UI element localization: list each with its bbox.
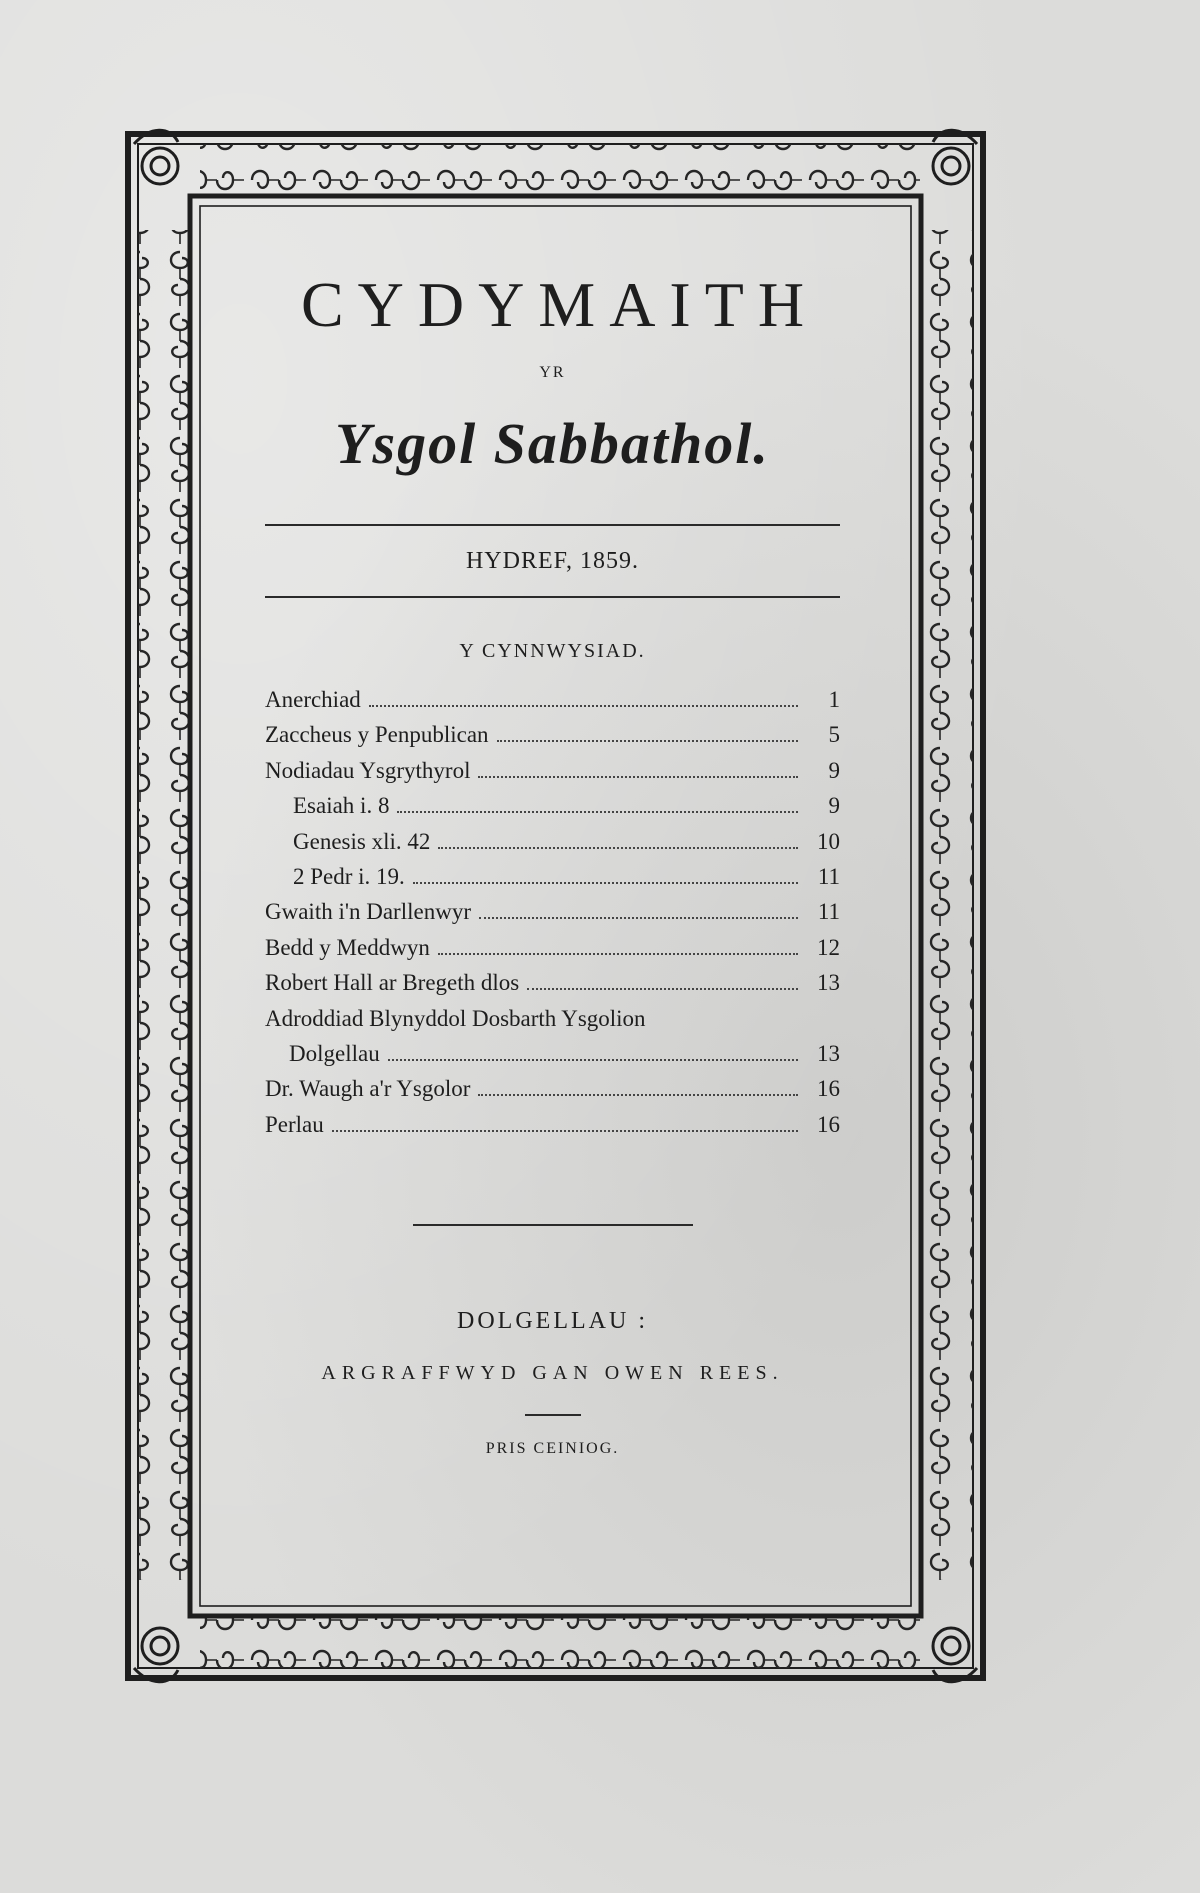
publication-place: DOLGELLAU :: [457, 1308, 648, 1335]
toc-entry: Bedd y Meddwyn 12: [265, 934, 840, 960]
title-connector: YR: [539, 364, 566, 381]
toc-entry: Gwaith i'n Darllenwyr 11: [265, 899, 840, 925]
toc-subentry: Genesis xli. 42 10: [293, 828, 840, 854]
toc-entry: Adroddiad Blynyddol Dosbarth Ysgolion: [265, 1005, 646, 1031]
toc-entry: Zaccheus y Penpublican 5: [265, 722, 840, 748]
toc-subentry: 2 Pedr i. 19. 11: [293, 863, 840, 889]
subtitle: Ysgol Sabbathol.: [335, 411, 770, 476]
corner-ornament-tl: [134, 130, 178, 184]
cover-content: [265, 260, 840, 1462]
divider-rule: [525, 1414, 581, 1416]
table-of-contents: [265, 682, 840, 1142]
divider-rule: [265, 596, 840, 598]
divider-rule: [413, 1224, 693, 1226]
main-title: CYDYMAITH: [300, 269, 819, 340]
price-line: PRIS CEINIOG.: [485, 1440, 620, 1458]
corner-ornament-br: [933, 1628, 977, 1682]
contents-heading: Y CYNNWYSIAD.: [459, 640, 646, 662]
toc-entry: Anerchiad 1: [265, 687, 840, 712]
toc-entry: Dr. Waugh a'r Ysgolor 16: [265, 1076, 840, 1102]
toc-entry: Nodiadau Ysgrythyrol 9: [265, 757, 840, 783]
corner-ornament-tr: [933, 130, 977, 184]
issue-date: HYDREF, 1859.: [465, 548, 640, 574]
toc-entry: Perlau 16: [265, 1111, 840, 1137]
corner-ornament-bl: [134, 1628, 178, 1682]
toc-entry-continuation: Dolgellau 13: [289, 1040, 840, 1066]
printer-line: ARGRAFFWYD GAN OWEN REES.: [321, 1362, 784, 1385]
toc-subentry: Esaiah i. 8 9: [293, 793, 840, 819]
toc-entry: Robert Hall ar Bregeth dlos 13: [265, 970, 840, 996]
